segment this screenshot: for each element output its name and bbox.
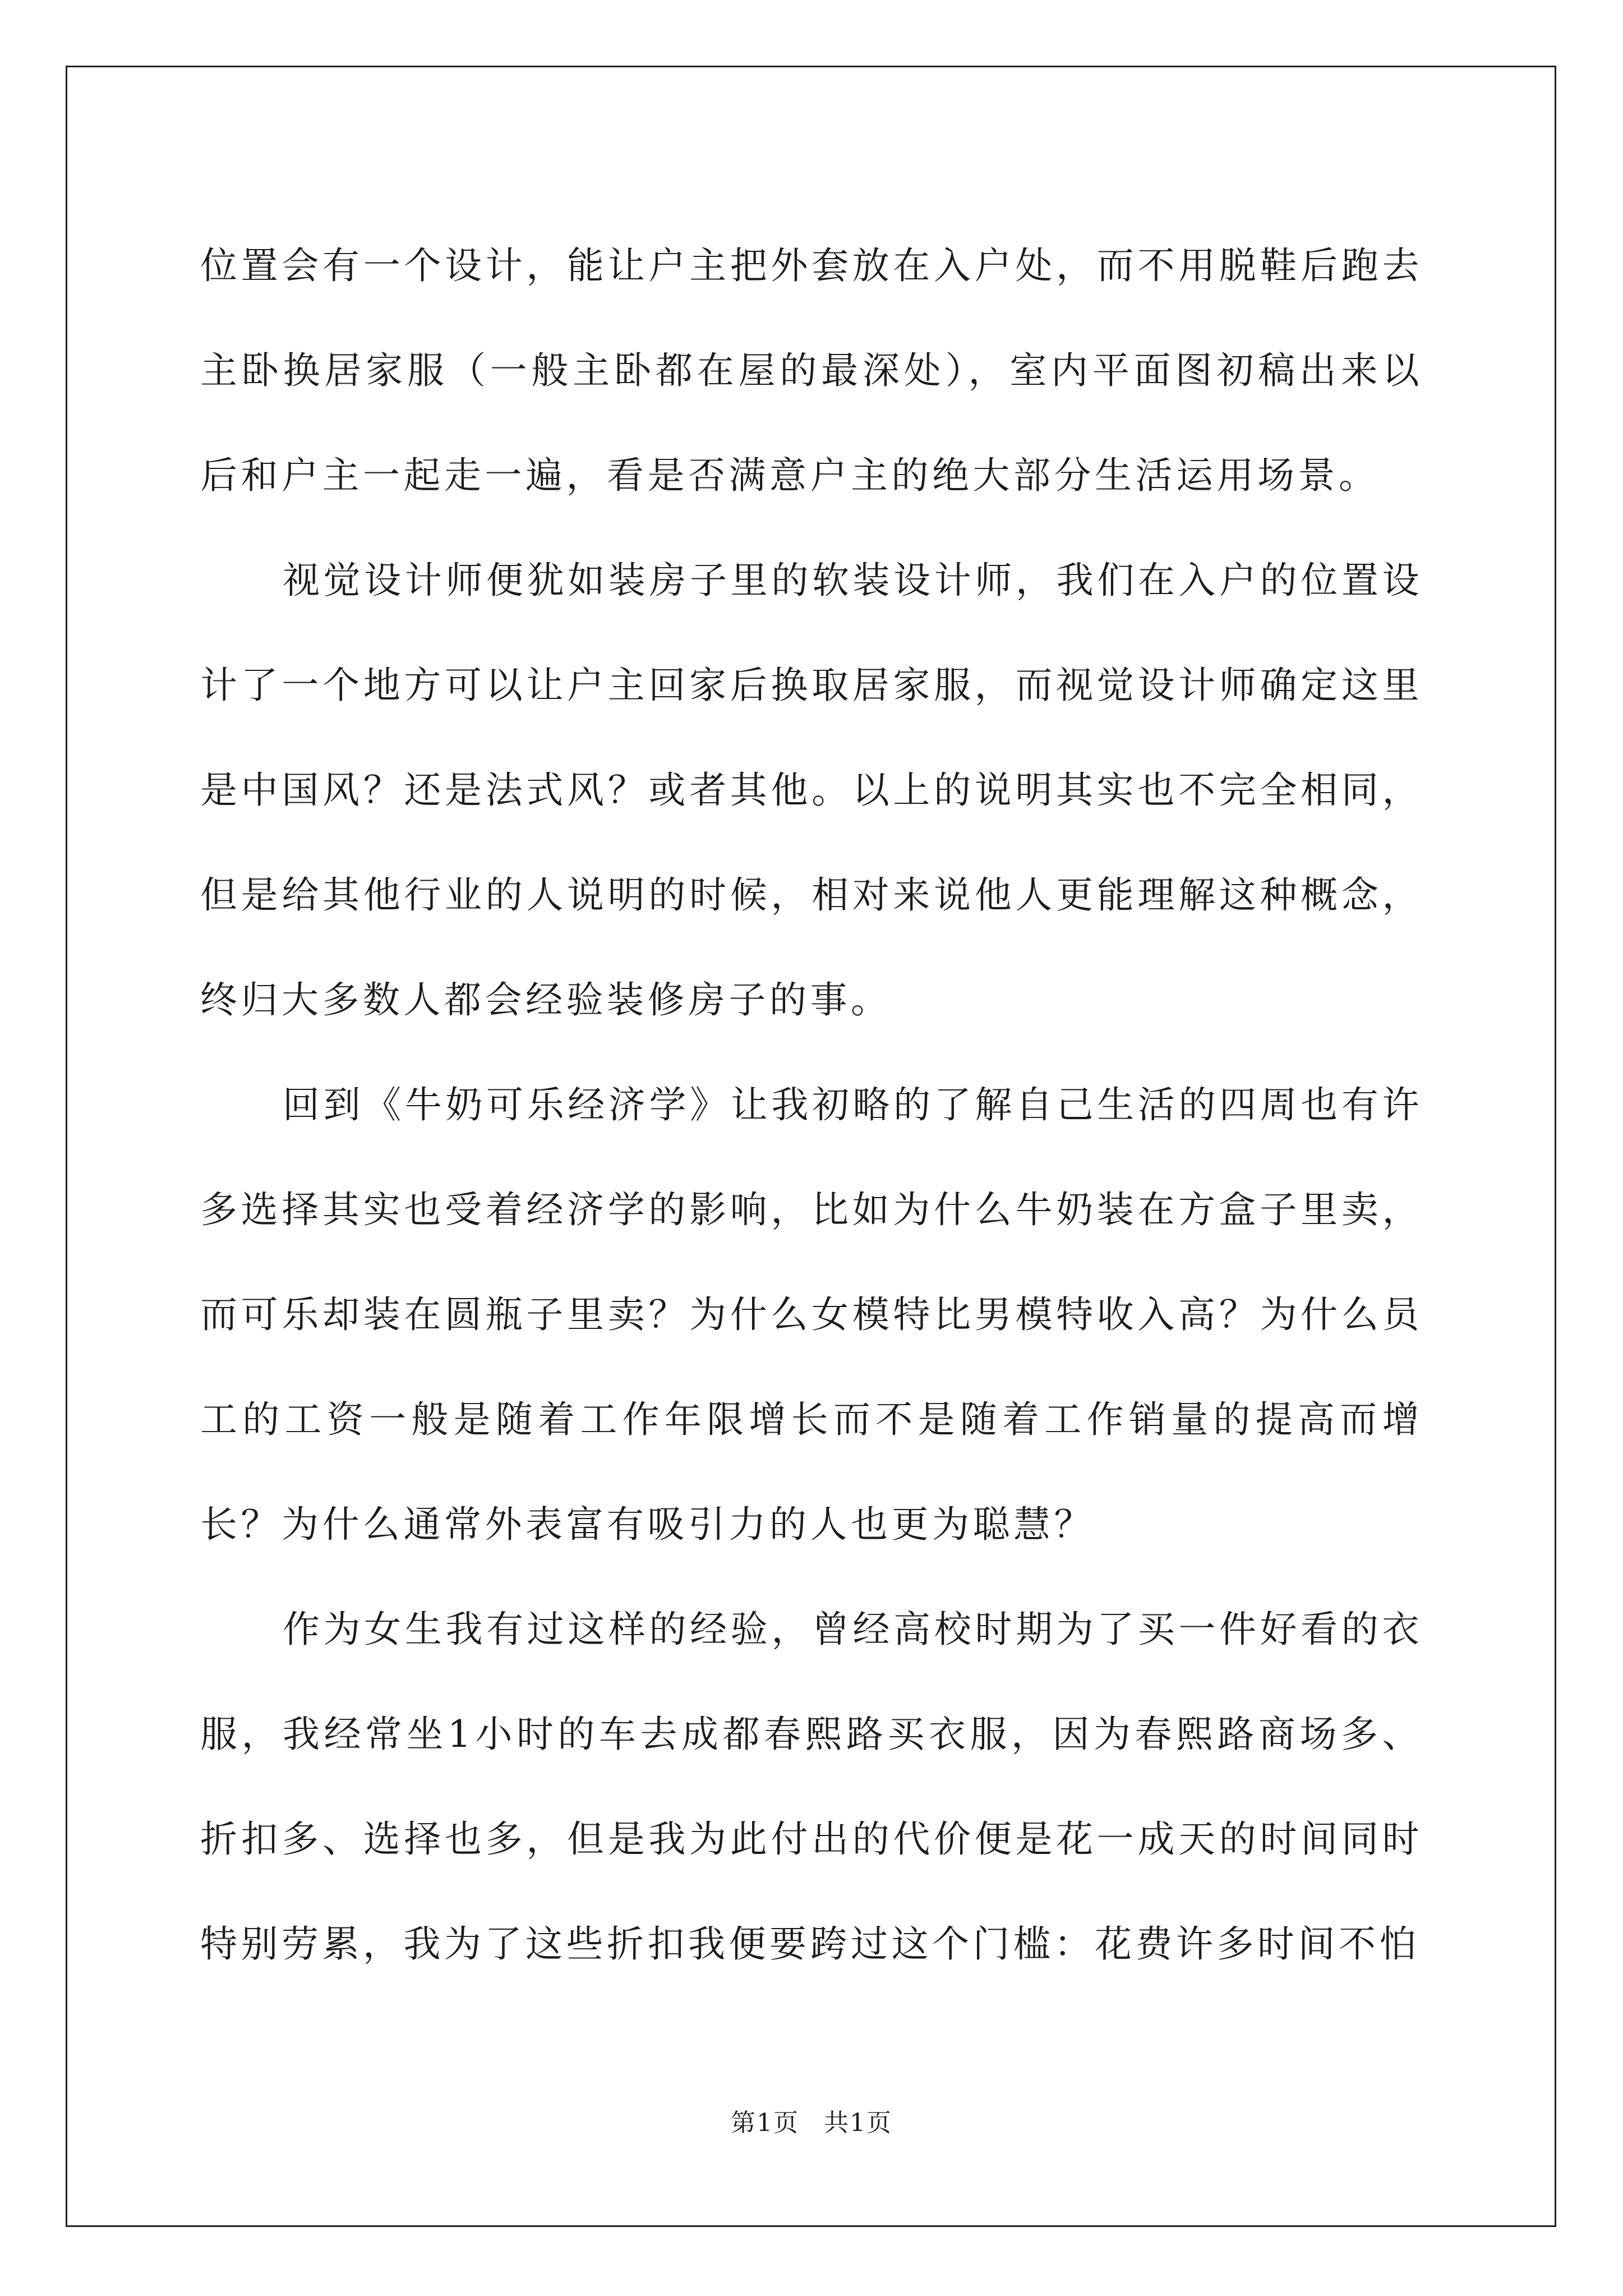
page-footer	[0, 2106, 1623, 2140]
paragraph-2: 视觉设计师便犹如装房子里的软装设计师，我们在入户的位置设计了一个地方可以让户主回家后换取居家服，而视觉设计师确定这里是中国风？还是法式风？或者其他。以上的说明其实也不完全相同，但是给其他行业的人说明的时候，相对来说他人更能理解这种概念，终归大多数人都会经验装修房子的事。	[200, 559, 1423, 1022]
paragraph-3: 回到《牛奶可乐经济学》让我初略的了解自己生活的四周也有许多选择其实也受着经济学的影响，比如为什么牛奶装在方盒子里卖，而可乐却装在圆瓶子里卖？为什么女模特比男模特收入高？为什么员工的工资一般是随着工作年限增长而不是随着工作销量的提高而增长？为什么通常外表富有吸引力的人也更为聪慧？	[200, 1083, 1423, 1546]
document-body	[200, 213, 1423, 1996]
paragraph-4: 作为女生我有过这样的经验，曾经高校时期为了买一件好看的衣服，我经常坐1小时的车去成都春熙路买衣服，因为春熙路商场多、折扣多、选择也多，但是我为此付出的代价便是花一成天的时间同时特别劳累，我为了这些折扣我便要跨过这个门槛：花费许多时间不怕	[200, 1608, 1423, 1966]
page-number: 第1页	[731, 2109, 799, 2137]
paragraph-1: 位置会有一个设计，能让户主把外套放在入户处，而不用脱鞋后跑去主卧换居家服（一般主卧都在屋的最深处），室内平面图初稿出来以后和户主一起走一遍，看是否满意户主的绝大部分生活运用场景。	[200, 244, 1423, 497]
page-total: 共1页	[824, 2109, 892, 2137]
